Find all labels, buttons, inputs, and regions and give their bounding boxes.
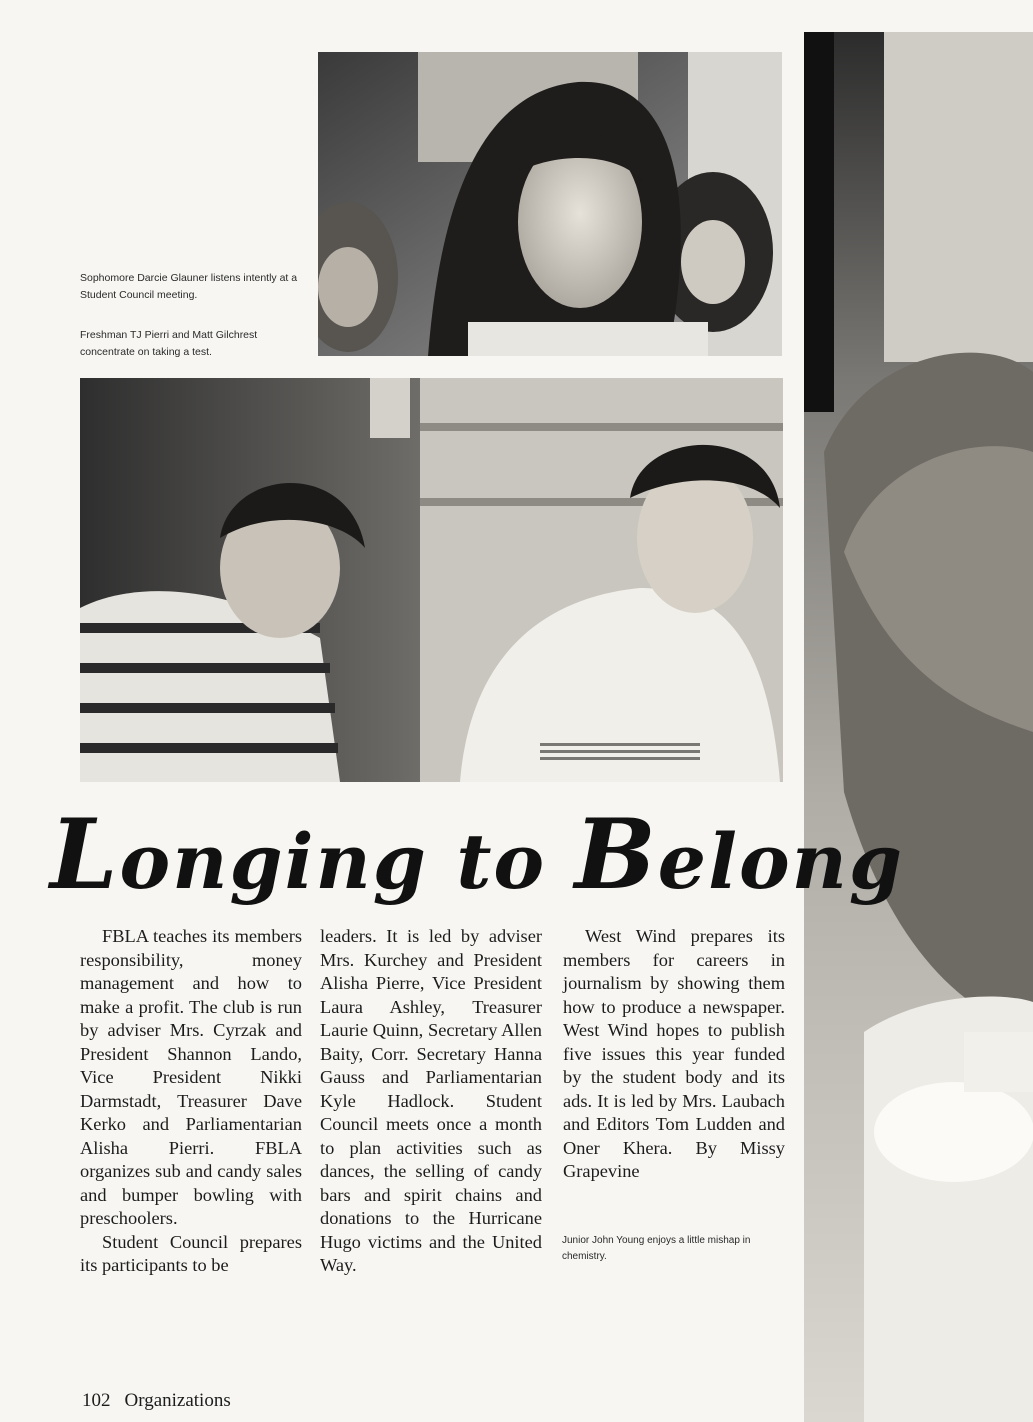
page-footer <box>82 1390 231 1412</box>
body-column-2 <box>320 925 542 1278</box>
headline-word-to: to <box>456 817 547 906</box>
caption-darcie-glauner: Sophomore Darcie Glauner listens intently at a Student Council meeting. <box>80 272 298 301</box>
body-column-1 <box>80 925 302 1278</box>
paragraph-student-council-start: Student Council prepares its participants to be <box>80 1231 302 1275</box>
headline-initial-b: B <box>574 798 658 911</box>
photo-tj-pierri-matt-gilchrest <box>80 378 783 782</box>
photo-john-young <box>804 32 1033 1422</box>
paragraph-student-council-cont: leaders. It is led by adviser Mrs. Kurchey and President Alisha Pierre, Vice President Laura Ashley, Treasurer Laurie Quinn, Secretary Allen Baity, Corr. Secretary Hanna Gauss and Parliamentarian Kyle Hadlock. Student Council meets once a month to plan activities such as dances, the selling of candy bars and spirit chains and donations to the Hurricane Hugo victims and the United Way. <box>320 926 542 1275</box>
headline-initial-l: L <box>50 798 120 911</box>
headline-longing-to-belong <box>50 798 905 911</box>
paragraph-west-wind: West Wind prepares its members for careers in journalism by showing them how to produce a newspaper. West Wind hopes to publish five issues this year funded by the student body and its ads. It is led by Mrs. Laubach and Editors Tom Ludden and Oner Khera. By Missy Grapevine <box>563 926 785 1181</box>
caption-tj-pierri-matt-gilchrest: Freshman TJ Pierri and Matt Gilchrest concentrate on taking a test. <box>80 329 258 358</box>
headline-word-onging: onging <box>119 817 428 906</box>
caption-john-young: Junior John Young enjoys a little mishap in chemistry. <box>562 1235 751 1262</box>
headline-word-elong: elong <box>657 817 905 906</box>
photo-darcie-glauner <box>318 52 782 356</box>
section-name: Organizations <box>124 1390 231 1411</box>
page-number: 102 <box>82 1390 111 1411</box>
paragraph-fbla: FBLA teaches its members responsibility, money management and how to make a profit. The club is run by adviser Mrs. Cyrzak and President Shannon Lando, Vice President Nikki Darmstadt, Treasurer Dave Kerko and Parliamentarian Alisha Pierri. FBLA organizes sub and candy sales and bumper bowling with preschoolers. <box>80 926 302 1228</box>
body-column-3 <box>563 925 785 1184</box>
